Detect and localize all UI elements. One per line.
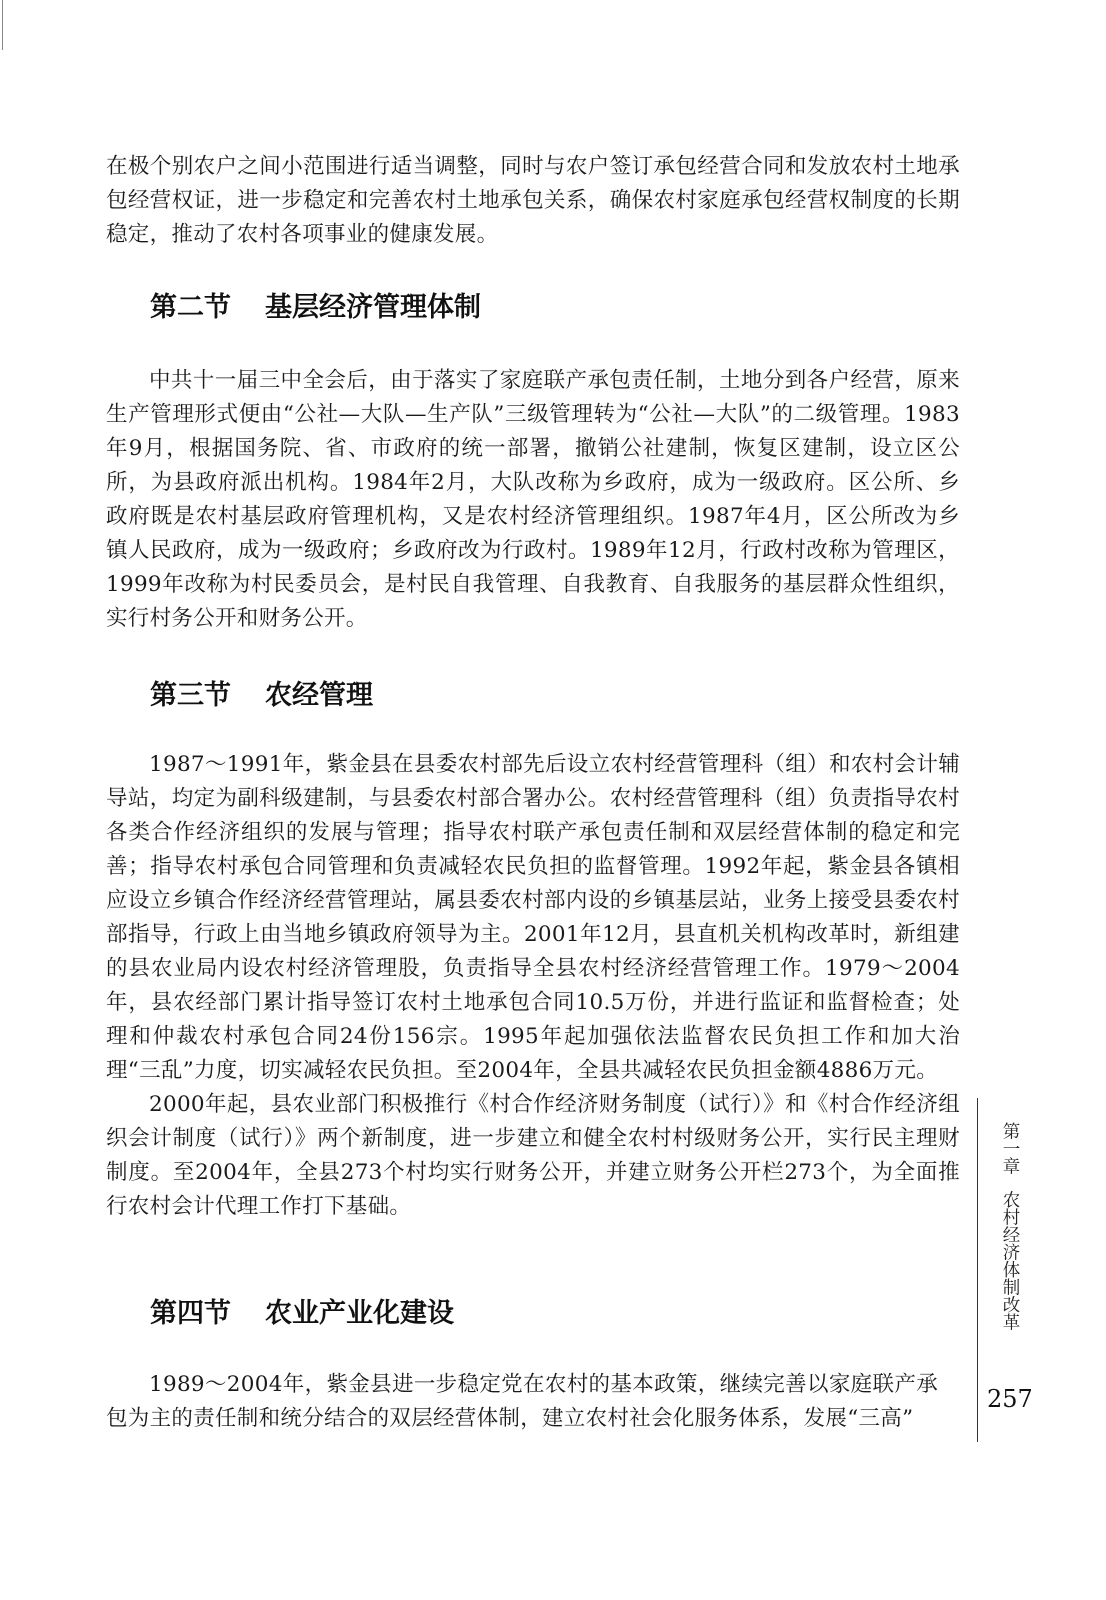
paragraph-text: 2000年起，县农业部门积极推行《村合作经济财务制度（试行）》和《村合作经济组织会计制度（试行）》两个新制度，进一步建立和健全农村村级财务公开，实行民主理财制度。至2004年，全县273个村均实行财务公开，并建立财务公开栏273个，为全面推行农村会计代理工作打下基础。 [106, 1092, 960, 1219]
section-4-body [106, 1368, 938, 1436]
scan-edge-line [2, 0, 3, 50]
chapter-title: 农村经济体制改革 [1000, 1190, 1020, 1331]
section-title: 基层经济管理体制 [265, 292, 481, 323]
paragraph-text: 1989～2004年，紫金县进一步稳定党在农村的基本政策，继续完善以家庭联产承包为主的责任制和统分结合的双层经营体制，建立农村社会化服务体系，发展“三高” [106, 1372, 938, 1431]
section-title: 农业产业化建设 [265, 1298, 454, 1329]
chapter-label: 第一章 [1000, 1122, 1020, 1175]
section-2-body [106, 364, 960, 636]
section-heading-4 [150, 1296, 454, 1332]
section-number: 第二节 [150, 292, 231, 323]
paragraph-text: 在极个别农户之间小范围进行适当调整，同时与农户签订承包经营合同和发放农村土地承包经营权证，进一步稳定和完善农村土地承包关系，确保农村家庭承包经营权制度的长期稳定，推动了农村各项事业的健康发展。 [106, 154, 960, 247]
paragraph-text: 1987～1991年，紫金县在县委农村部先后设立农村经营管理科（组）和农村会计辅导站，均定为副科级建制，与县委农村部合署办公。农村经营管理科（组）负责指导农村各类合作经济组织的发展与管理；指导农村联产承包责任制和双层经营体制的稳定和完善；指导农村承包合同管理和负责减轻农民负担的监督管理。1992年起，紫金县各镇相应设立乡镇合作经济经营管理站，属县委农村部内设的乡镇基层站，业务上接受县委农村部指导，行政上由当地乡镇政府领导为主。2001年12月，县直机关机构改革时，新组建的县农业局内设农村经济管理股，负责指导全县农村经济经营管理工作。1979～2004年，县农经部门累计指导签订农村土地承包合同10.5万份，并进行监证和监督检查；处理和仲裁农村承包合同24份156宗。1995年起加强依法监督农民负担工作和加大治理“三乱”力度，切实减轻农民负担。至2004年，全县共减轻农民负担金额4886万元。 [106, 752, 960, 1083]
section-number: 第四节 [150, 1298, 231, 1329]
paragraph-text: 中共十一届三中全会后，由于落实了家庭联产承包责任制，土地分到各户经营，原来生产管理形式便由“公社—大队—生产队”三级管理转为“公社—大队”的二级管理。1983年9月，根据国务院、省、市政府的统一部署，撤销公社建制，恢复区建制，设立区公所，为县政府派出机构。1984年2月，大队改称为乡政府，成为一级政府。区公所、乡政府既是农村基层政府管理机构，又是农村经济管理组织。1987年4月，区公所改为乡镇人民政府，成为一级政府；乡政府改为行政村。1989年12月，行政村改称为管理区，1999年改称为村民委员会，是村民自我管理、自我教育、自我服务的基层群众性组织，实行村务公开和财务公开。 [106, 368, 960, 631]
paragraph-continued [106, 150, 960, 252]
section-heading-3 [150, 678, 373, 714]
section-number: 第三节 [150, 680, 231, 711]
page-number: 257 [987, 1385, 1033, 1413]
chapter-side-title [995, 1122, 1021, 1331]
section-3-body [106, 748, 960, 1224]
section-title: 农经管理 [265, 680, 373, 711]
margin-rule [977, 1098, 978, 1442]
section-heading-2 [150, 290, 481, 326]
